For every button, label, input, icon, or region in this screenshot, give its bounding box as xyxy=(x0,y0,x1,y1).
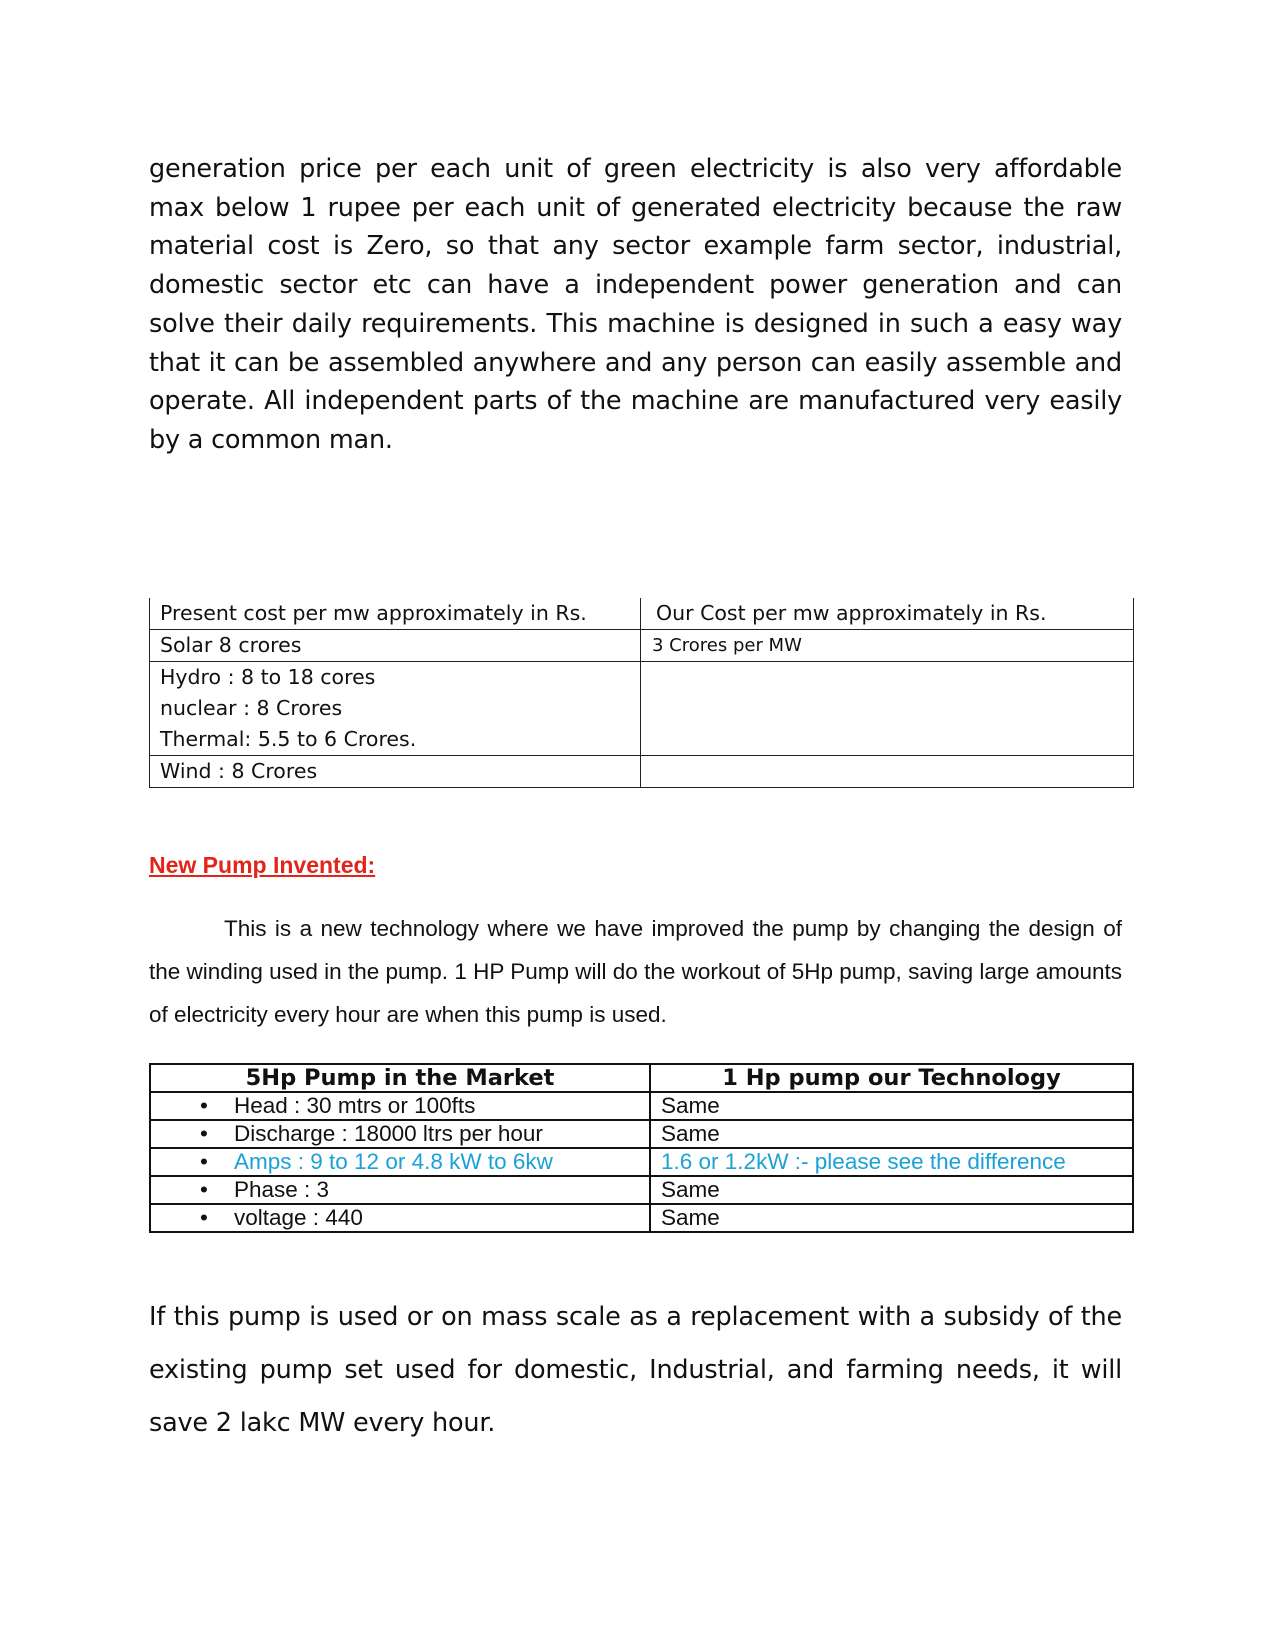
cell-empty xyxy=(641,756,1134,788)
cell-market-discharge: Discharge : 18000 ltrs per hour xyxy=(234,1121,543,1146)
cell-market-amps: Amps : 9 to 12 or 4.8 kW to 6kw xyxy=(234,1149,553,1174)
table-row xyxy=(150,1092,1133,1120)
cell-solar-cost: Solar 8 crores xyxy=(150,630,641,662)
cell-ours-discharge: Same xyxy=(650,1120,1133,1148)
table-row xyxy=(150,756,1134,788)
cell-market-voltage: voltage : 440 xyxy=(234,1205,363,1230)
bullet-icon: • xyxy=(200,1121,208,1146)
section-heading: New Pump Invented: xyxy=(149,852,376,878)
cell-ours-head: Same xyxy=(650,1092,1133,1120)
cell-empty xyxy=(641,662,1134,756)
bullet-icon: • xyxy=(200,1093,208,1118)
table-row xyxy=(150,662,1134,756)
table-row xyxy=(150,630,1134,662)
cell-market-phase: Phase : 3 xyxy=(234,1177,330,1202)
cell-ours-phase: Same xyxy=(650,1176,1133,1204)
header-present-cost: Present cost per mw approximately in Rs. xyxy=(150,598,641,630)
table-header-row xyxy=(150,598,1134,630)
header-our-pump: 1 Hp pump our Technology xyxy=(650,1064,1133,1092)
cell-nuclear-cost: nuclear : 8 Crores xyxy=(160,696,343,720)
header-market-pump: 5Hp Pump in the Market xyxy=(150,1064,650,1092)
cell-our-cost: 3 Crores per MW xyxy=(641,630,1134,662)
cell-thermal-cost: Thermal: 5.5 to 6 Crores. xyxy=(160,727,417,751)
table-row xyxy=(150,1176,1133,1204)
bullet-icon: • xyxy=(200,1205,208,1230)
closing-paragraph: If this pump is used or on mass scale as a replacement with a subsidy of the existing pump set used for domestic, Industrial, and farming needs, it will save 2 lakc MW every hour. xyxy=(149,1302,1122,1438)
pump-paragraph: This is a new technology where we have improved the pump by changing the design of the winding used in the pump. 1 HP Pump will do the workout of 5Hp pump, saving large amounts of electricity every hour are when this pump is used. xyxy=(149,916,1122,1027)
bullet-icon: • xyxy=(200,1177,208,1202)
cell-wind-cost: Wind : 8 Crores xyxy=(150,756,641,788)
cell-ours-voltage: Same xyxy=(650,1204,1133,1232)
table-row xyxy=(150,1120,1133,1148)
bullet-icon: • xyxy=(200,1149,208,1174)
cell-market-head: Head : 30 mtrs or 100fts xyxy=(234,1093,476,1118)
cell-ours-amps: 1.6 or 1.2kW :- please see the difference xyxy=(650,1148,1133,1176)
intro-paragraph: generation price per each unit of green electricity is also very affordable max below 1 rupee per each unit of generated electricity because the raw material cost is Zero, so that any sector example farm sector, industrial, domestic sector etc can have a independent power generation and can solve their daily requirements. This machine is designed in such a easy way that it can be assembled anywhere and any person can easily assemble and operate. All independent parts of the machine are manufactured very easily by a common man. xyxy=(149,154,1122,455)
cell-hydro-cost: Hydro : 8 to 18 cores xyxy=(160,665,376,689)
cost-comparison-table xyxy=(149,598,1134,788)
table-header-row xyxy=(150,1064,1133,1092)
table-row xyxy=(150,1148,1133,1176)
cell-other-costs xyxy=(150,662,641,756)
table-row xyxy=(150,1204,1133,1232)
pump-comparison-table xyxy=(149,1063,1134,1233)
header-our-cost: Our Cost per mw approximately in Rs. xyxy=(641,598,1134,630)
